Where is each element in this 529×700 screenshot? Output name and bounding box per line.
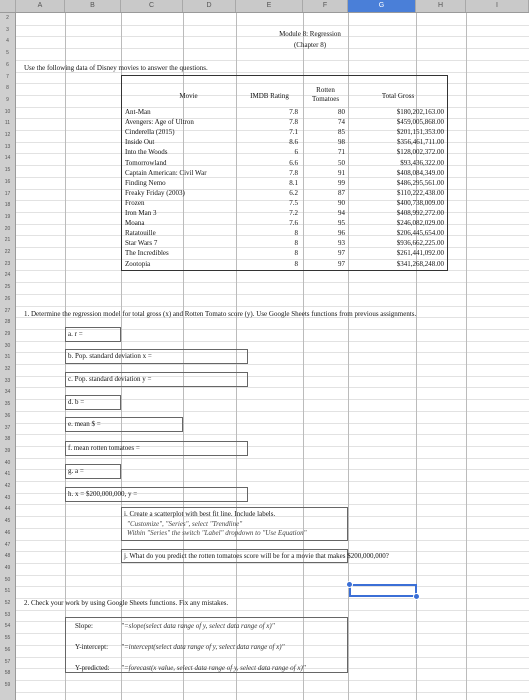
column-header-bar xyxy=(0,0,529,13)
rotten-score-cell: 71 xyxy=(338,148,345,157)
rotten-score-cell: 93 xyxy=(338,239,345,248)
row-divider xyxy=(16,458,529,459)
row-header-bar xyxy=(0,13,16,700)
total-gross-cell: $459,005,868.00 xyxy=(396,118,444,127)
check-formula-predicted: "=forecast(x value, select data range of y, select data range of x)" xyxy=(121,664,306,672)
imdb-rating-cell: 6 xyxy=(294,148,298,157)
row-divider xyxy=(16,60,529,61)
total-gross-cell: $128,002,372.00 xyxy=(396,148,444,157)
row-number[interactable]: 8 xyxy=(6,85,9,92)
imdb-rating-cell: 8 xyxy=(294,229,298,238)
row-divider xyxy=(16,575,529,576)
row-divider xyxy=(16,504,529,505)
row-number[interactable]: 46 xyxy=(4,529,11,536)
table-header-rotten: Tomatoes xyxy=(311,95,340,103)
answer-cell-c[interactable] xyxy=(65,372,248,387)
row-number[interactable]: 10 xyxy=(4,108,11,115)
total-gross-cell: $486,295,561.00 xyxy=(396,178,444,187)
q1-item-j: j. What do you predict the rotten tomatoes score will be for a movie that makes $200,000,000? xyxy=(124,552,389,560)
movie-title-cell: Avengers: Age of Ultron xyxy=(125,118,194,127)
row-number[interactable]: 43 xyxy=(4,494,11,501)
column-header-b[interactable]: B xyxy=(65,0,121,12)
row-divider xyxy=(16,306,529,307)
row-number[interactable]: 6 xyxy=(6,61,9,68)
row-number[interactable]: 49 xyxy=(4,564,11,571)
row-number[interactable]: 42 xyxy=(4,483,11,489)
rotten-score-cell: 90 xyxy=(338,198,345,207)
q1-item-g: g. a = xyxy=(68,467,84,475)
row-number[interactable]: 16 xyxy=(4,178,11,185)
answer-cell-h[interactable] xyxy=(65,487,248,502)
rotten-score-cell: 74 xyxy=(338,118,345,127)
q1-item-i: i. Create a scatterplot with best fit line. Include labels. xyxy=(124,510,276,518)
row-divider xyxy=(16,563,529,564)
row-number[interactable]: 17 xyxy=(4,190,11,197)
column-header-h[interactable]: H xyxy=(416,0,466,12)
column-header-a[interactable]: A xyxy=(16,0,65,12)
row-divider xyxy=(16,434,529,435)
q1-item-f: f. mean rotten tomatoes = xyxy=(68,444,140,452)
total-gross-cell: $93,436,322.00 xyxy=(400,158,444,167)
total-gross-cell: $356,461,711.00 xyxy=(397,138,444,147)
check-label-slope: Slope: xyxy=(75,622,93,630)
rotten-score-cell: 94 xyxy=(338,209,345,217)
q1-item-d: d. b = xyxy=(68,398,85,406)
row-number[interactable]: 15 xyxy=(4,167,11,174)
row-divider xyxy=(16,411,529,412)
question-1: 1. Determine the regression model for total gross (x) and Rotten Tomato score (y). Use Google Sheets functions from previous assignments. xyxy=(24,310,417,318)
rotten-score-cell: 87 xyxy=(338,188,345,197)
row-divider xyxy=(16,680,529,681)
row-number[interactable]: 52 xyxy=(4,600,11,606)
q1-item-h: h. x = $200,000,000, y = xyxy=(68,490,138,498)
imdb-rating-cell: 6.2 xyxy=(289,188,298,197)
row-number[interactable]: 12 xyxy=(4,132,11,138)
imdb-rating-cell: 8 xyxy=(294,259,298,268)
rotten-score-cell: 85 xyxy=(338,128,345,137)
intro-text: Use the following data of Disney movies to answer the questions. xyxy=(24,64,208,72)
rotten-score-cell: 91 xyxy=(338,168,345,177)
row-number[interactable]: 56 xyxy=(4,646,11,653)
column-header-g[interactable]: G xyxy=(348,0,416,12)
row-number[interactable]: 54 xyxy=(4,623,11,630)
row-number[interactable]: 20 xyxy=(4,225,11,232)
table-header-movie: Movie xyxy=(179,92,198,100)
table-header-gross: Total Gross xyxy=(381,92,415,100)
answer-cell-a[interactable] xyxy=(65,327,121,342)
check-formula-slope: "=slope(select data range of y, select data range of x)" xyxy=(121,622,275,630)
row-number[interactable]: 18 xyxy=(4,202,11,209)
row-divider xyxy=(16,610,529,611)
row-divider xyxy=(16,25,529,26)
answer-cell-g[interactable] xyxy=(65,464,121,479)
total-gross-cell: $936,662,225.00 xyxy=(396,239,444,248)
check-label-intercept: Y-intercept: xyxy=(75,643,109,651)
rotten-score-cell: 99 xyxy=(338,178,345,187)
row-number[interactable]: 38 xyxy=(4,436,11,443)
movie-title-cell: Freaky Friday (2003) xyxy=(125,188,185,197)
movie-title-cell: Ant-Man xyxy=(125,108,151,116)
row-number[interactable]: 57 xyxy=(4,658,11,665)
selected-cell[interactable] xyxy=(349,584,417,597)
row-number[interactable]: 47 xyxy=(4,541,11,548)
row-divider xyxy=(16,692,529,693)
movie-title-cell: Captain American: Civil War xyxy=(125,168,207,177)
row-number[interactable]: 32 xyxy=(4,366,11,372)
answer-cell-b[interactable] xyxy=(65,349,248,364)
movie-title-cell: Zootopia xyxy=(125,259,151,268)
selection-handle[interactable] xyxy=(346,581,353,588)
page-title: Module 8: Regression xyxy=(279,30,341,38)
answer-cell-e[interactable] xyxy=(65,417,183,432)
row-number[interactable]: 39 xyxy=(4,447,11,454)
check-label-predicted: Y-predicted: xyxy=(75,664,110,672)
imdb-rating-cell: 7.8 xyxy=(289,168,298,177)
row-number[interactable]: 19 xyxy=(4,213,11,220)
row-divider xyxy=(16,282,529,283)
imdb-rating-cell: 7.8 xyxy=(289,118,298,127)
total-gross-cell: $246,082,029.00 xyxy=(396,219,444,228)
rotten-score-cell: 50 xyxy=(338,158,345,167)
total-gross-cell: $400,738,009.00 xyxy=(396,198,444,207)
row-number[interactable]: 33 xyxy=(4,377,11,384)
row-number[interactable]: 50 xyxy=(4,576,11,583)
row-number[interactable]: 40 xyxy=(4,459,11,466)
rotten-score-cell: 96 xyxy=(338,229,345,238)
total-gross-cell: $408,992,272.00 xyxy=(396,209,444,217)
row-number[interactable]: 59 xyxy=(4,681,11,688)
row-number[interactable]: 48 xyxy=(4,553,11,560)
imdb-rating-cell: 7.2 xyxy=(289,209,298,217)
column-header-e[interactable]: E xyxy=(236,0,303,12)
row-number[interactable]: 55 xyxy=(4,635,11,642)
movie-title-cell: Cinderella (2015) xyxy=(125,128,175,137)
row-number[interactable]: 23 xyxy=(4,260,11,267)
selection-handle[interactable] xyxy=(413,593,420,600)
rotten-score-cell: 97 xyxy=(338,249,345,258)
imdb-rating-cell: 7.1 xyxy=(289,128,298,137)
row-number[interactable]: 13 xyxy=(4,143,11,150)
page-subtitle: (Chapter 8) xyxy=(293,41,327,49)
imdb-rating-cell: 7.5 xyxy=(289,198,298,207)
total-gross-cell: $110,222,438.00 xyxy=(397,188,444,197)
select-all-corner[interactable] xyxy=(0,0,16,12)
row-divider xyxy=(16,294,529,295)
row-number[interactable]: 30 xyxy=(4,342,11,349)
question-2: 2. Check your work by using Google Sheets functions. Fix any mistakes. xyxy=(24,599,229,607)
row-divider xyxy=(16,364,529,365)
q1-item-i-hint: Within "Series" the switch "Label" dropdown to "Use Equation" xyxy=(127,529,307,537)
movie-title-cell: Inside Out xyxy=(125,138,155,147)
rotten-score-cell: 95 xyxy=(338,219,345,228)
row-number[interactable]: 9 xyxy=(6,96,9,103)
row-number[interactable]: 21 xyxy=(4,237,11,244)
row-number[interactable]: 31 xyxy=(4,354,11,361)
q1-item-c: c. Pop. standard deviation y = xyxy=(68,375,152,383)
imdb-rating-cell: 6.6 xyxy=(289,158,298,167)
row-number[interactable]: 4 xyxy=(6,38,9,45)
row-number[interactable]: 7 xyxy=(6,73,9,80)
row-number[interactable]: 22 xyxy=(4,249,11,255)
row-number[interactable]: 5 xyxy=(6,50,9,57)
table-header-imdb: IMDB Rating xyxy=(250,92,289,100)
imdb-rating-cell: 7.6 xyxy=(289,219,298,228)
imdb-rating-cell: 8 xyxy=(294,239,298,248)
movie-title-cell: Iron Man 3 xyxy=(125,209,157,217)
row-number[interactable]: 29 xyxy=(4,330,11,337)
total-gross-cell: $201,151,353.00 xyxy=(396,128,444,137)
row-divider xyxy=(16,586,529,587)
row-number[interactable]: 24 xyxy=(4,272,11,279)
imdb-rating-cell: 8.1 xyxy=(289,178,298,187)
imdb-rating-cell: 8.6 xyxy=(289,138,298,147)
row-divider xyxy=(16,481,529,482)
row-number[interactable]: 37 xyxy=(4,424,11,431)
row-number[interactable]: 45 xyxy=(4,518,11,525)
row-number[interactable]: 25 xyxy=(4,284,11,291)
row-number[interactable]: 35 xyxy=(4,401,11,408)
q1-item-i-hint: "Customize", "Series", select "Trendline" xyxy=(127,520,243,528)
rotten-score-cell: 80 xyxy=(338,108,345,116)
row-number[interactable]: 36 xyxy=(4,412,11,419)
column-divider xyxy=(466,13,467,700)
row-number[interactable]: 51 xyxy=(4,588,11,595)
imdb-rating-cell: 7.8 xyxy=(289,108,298,116)
movie-title-cell: Star Wars 7 xyxy=(125,239,158,248)
column-header-f[interactable]: F xyxy=(303,0,348,12)
column-header-d[interactable]: D xyxy=(183,0,236,12)
total-gross-cell: $408,084,349.00 xyxy=(396,168,444,177)
rotten-score-cell: 97 xyxy=(338,259,345,268)
check-formula-intercept: "=intercept(select data range of y, select data range of x)" xyxy=(121,643,285,651)
q1-item-b: b. Pop. standard deviation x = xyxy=(68,352,152,360)
row-number[interactable]: 28 xyxy=(4,319,11,326)
movie-title-cell: Moana xyxy=(125,219,145,228)
movie-title-cell: Finding Nemo xyxy=(125,178,166,187)
q1-item-e: e. mean $ = xyxy=(68,420,101,428)
row-number[interactable]: 44 xyxy=(4,506,11,513)
q1-item-a: a. r = xyxy=(68,330,83,338)
row-number[interactable]: 53 xyxy=(4,611,11,618)
row-number[interactable]: 14 xyxy=(4,155,11,162)
row-number[interactable]: 27 xyxy=(4,307,11,314)
row-number[interactable]: 11 xyxy=(4,120,11,127)
row-number[interactable]: 34 xyxy=(4,389,11,396)
answer-cell-f[interactable] xyxy=(65,441,248,456)
imdb-rating-cell: 8 xyxy=(294,249,298,258)
movie-title-cell: Into the Woods xyxy=(125,148,168,157)
column-header-i[interactable]: I xyxy=(466,0,529,12)
movie-title-cell: Frozen xyxy=(125,198,145,207)
row-number[interactable]: 3 xyxy=(6,26,9,33)
row-number[interactable]: 58 xyxy=(4,670,11,677)
total-gross-cell: $261,441,092.00 xyxy=(396,249,444,258)
total-gross-cell: $341,268,248.00 xyxy=(396,259,444,268)
row-number[interactable]: 41 xyxy=(4,471,11,478)
movie-title-cell: Tomorrowland xyxy=(125,158,167,167)
row-divider xyxy=(16,387,529,388)
answer-cell-d[interactable] xyxy=(65,395,121,410)
movie-title-cell: Ratatouille xyxy=(125,229,156,238)
rotten-score-cell: 98 xyxy=(338,138,345,147)
total-gross-cell: $206,445,654.00 xyxy=(396,229,444,238)
movie-title-cell: The Incredibles xyxy=(125,249,169,258)
table-header-rotten: Rotten xyxy=(316,86,335,94)
total-gross-cell: $180,202,163.00 xyxy=(396,108,444,116)
row-number[interactable]: 26 xyxy=(4,295,11,302)
column-header-c[interactable]: C xyxy=(121,0,183,12)
row-number[interactable]: 2 xyxy=(6,15,9,21)
